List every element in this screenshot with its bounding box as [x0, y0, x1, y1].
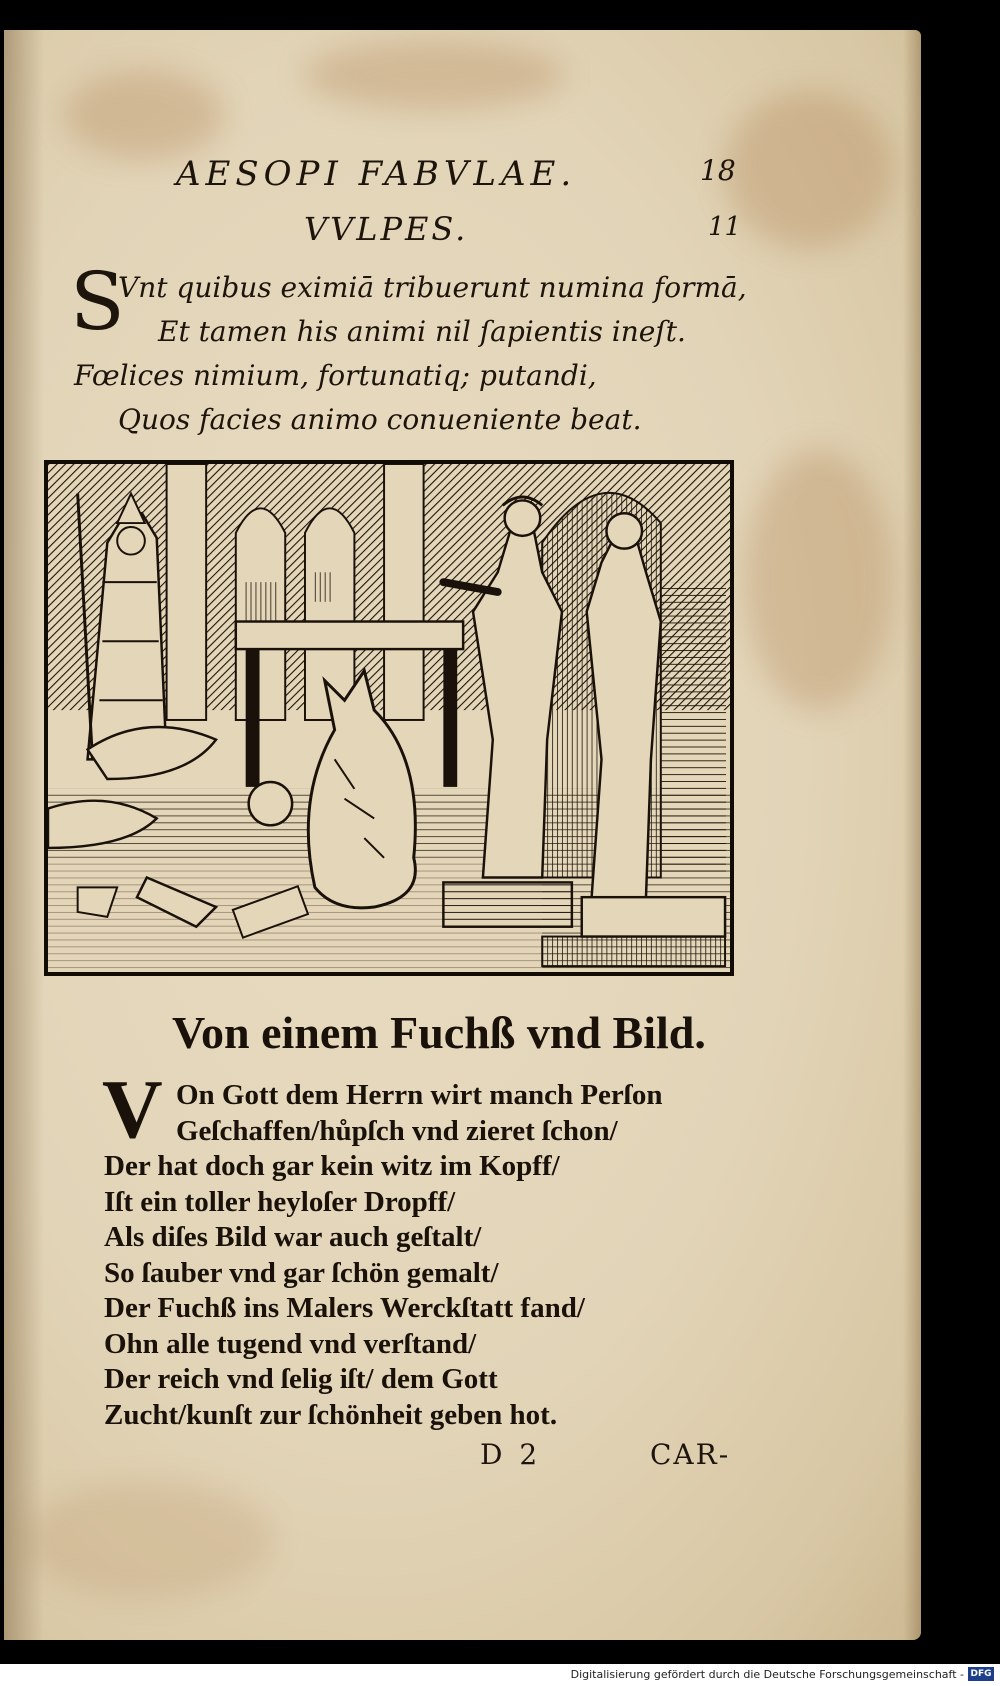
verse-line: On Gott dem Herrn wirt manch Perſon	[176, 1079, 663, 1111]
verse-line: Der Fuchß ins Malers Werckſtatt fand/	[104, 1292, 585, 1324]
page-edge	[903, 30, 921, 1640]
drop-cap-initial: S	[70, 255, 125, 348]
verse-line: Als diſes Bild war auch geſtalt/	[104, 1221, 482, 1253]
book-page	[4, 30, 921, 1640]
folio-number: 18	[700, 154, 736, 187]
woodcut-illustration	[44, 460, 734, 976]
fable-title: VVLPES.	[304, 210, 469, 248]
verse-line: Et tamen his animi nil ſapientis ineſt.	[158, 315, 686, 348]
foxing-stain	[744, 450, 894, 710]
verse-line: Der hat doch gar kein witz im Kopff/	[104, 1150, 560, 1182]
drop-cap-initial: V	[102, 1063, 163, 1156]
foxing-stain	[64, 70, 224, 160]
german-verse	[102, 1063, 784, 1433]
folio-number-secondary: 11	[708, 212, 742, 242]
foxing-stain	[24, 1480, 274, 1600]
verse-line: Iſt ein toller heyloſer Dropff/	[104, 1185, 456, 1218]
catchword: CAR-	[650, 1438, 731, 1471]
verse-line: So ſauber vnd gar ſchön gemalt/	[104, 1256, 499, 1289]
foxing-stain	[304, 40, 564, 110]
running-head: AESOPI FABVLAE.	[176, 154, 577, 194]
latin-verse	[70, 255, 770, 442]
verse-line: Zucht/kunſt zur ſchönheit geben hot.	[104, 1398, 558, 1431]
verse-line: Ohn alle tugend vnd verſtand/	[104, 1327, 477, 1360]
gutter-shadow	[4, 30, 44, 1640]
verse-line: Quos facies animo conueniente beat.	[118, 403, 642, 436]
digitization-credit: Digitalisierung gefördert durch die Deutsche Forschungsgemeinschaft -	[570, 1668, 964, 1681]
signature-mark: D 2	[480, 1438, 542, 1471]
verse-line: Vnt quibus eximiā tribuerunt numina formā,	[118, 271, 747, 304]
verse-line: Der reich vnd ſelig iſt/ dem Gott	[104, 1363, 498, 1395]
verse-line: Geſchaffen/hůpſch vnd zieret ſchon/	[176, 1114, 618, 1147]
foxing-stain	[724, 90, 894, 250]
dfg-logo-icon: DFG	[968, 1667, 994, 1681]
woodcut-fox-and-statue-icon	[48, 464, 730, 972]
verse-line: Fœlices nimium, fortunatiq; putandi,	[74, 359, 597, 392]
german-title: Von einem Fuchß vnd Bild.	[172, 1007, 706, 1058]
digitization-credit-bar	[0, 1664, 1000, 1686]
